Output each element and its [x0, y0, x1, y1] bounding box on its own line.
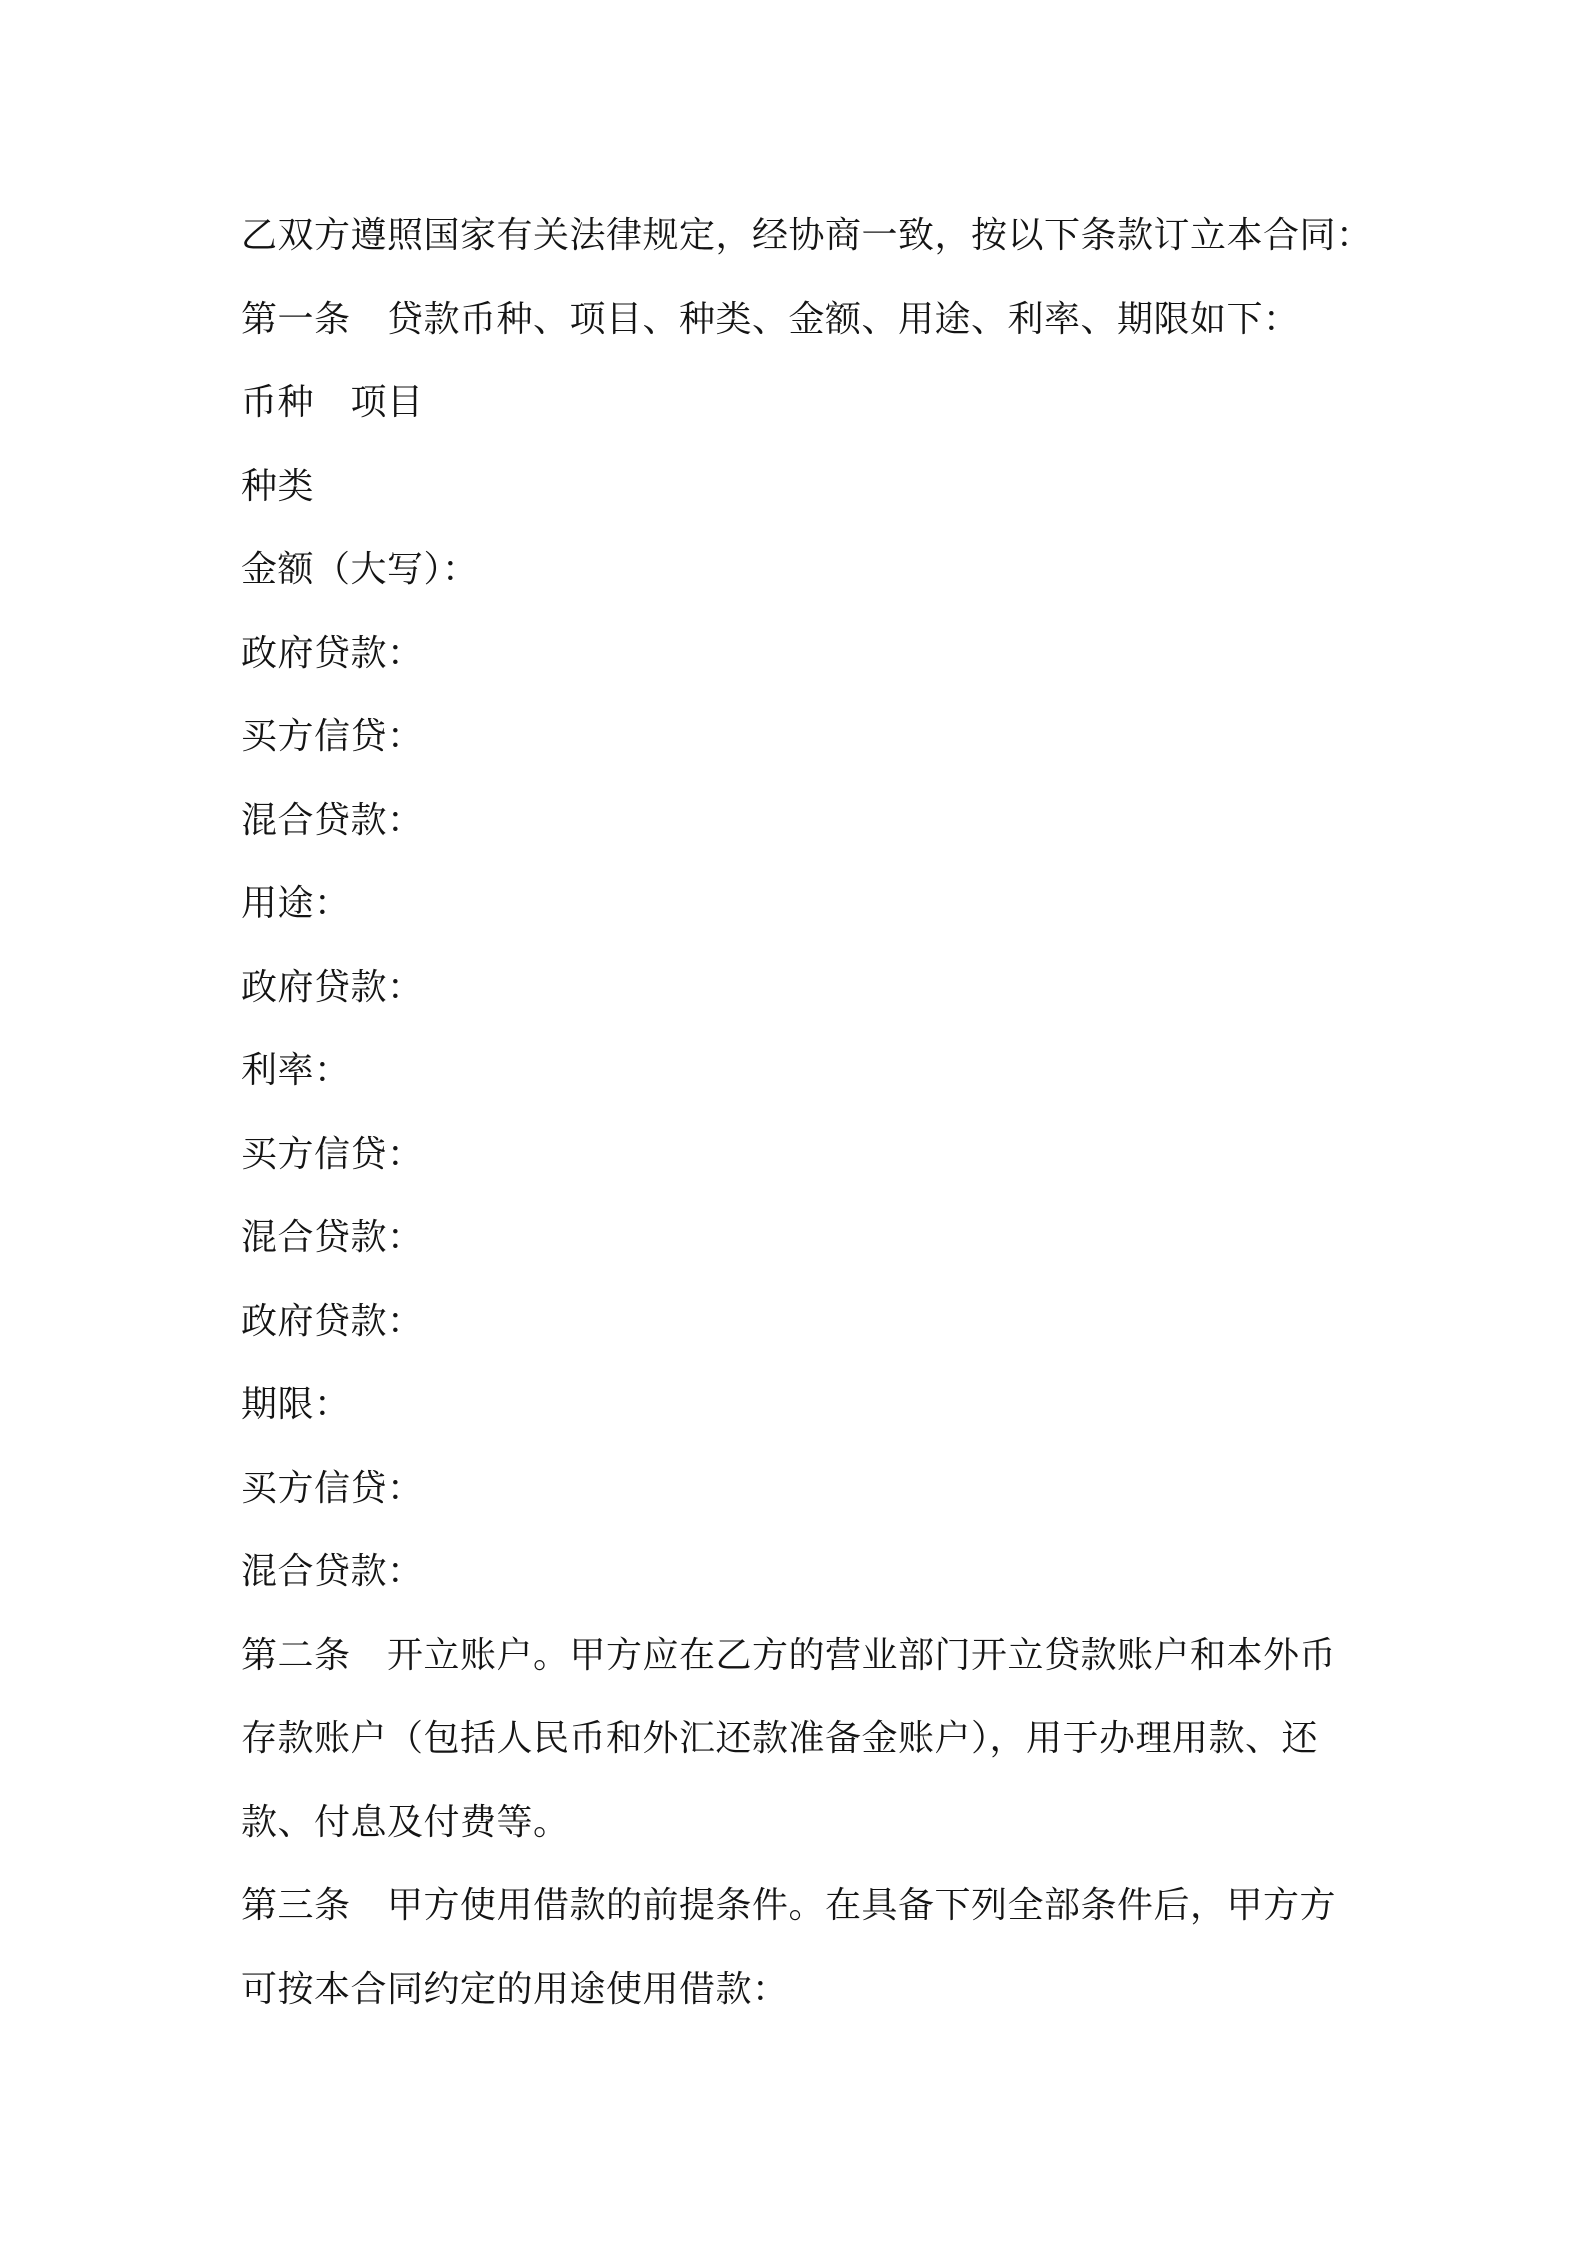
field-purpose: 用途：	[241, 883, 351, 924]
rate-government-loan: 政府贷款：	[241, 1300, 424, 1342]
field-interest-rate: 利率：	[241, 1050, 351, 1091]
term-buyer-credit: 买方信贷：	[241, 1467, 424, 1509]
rate-mixed-loan: 混合贷款：	[241, 1217, 424, 1258]
field-type: 种类	[241, 465, 315, 507]
term-mixed-loan: 混合贷款：	[241, 1551, 424, 1592]
purpose-government-loan: 政府贷款：	[241, 966, 424, 1008]
article-1-heading: 第一条 贷款币种、项目、种类、金额、用途、利率、期限如下：	[241, 298, 1300, 340]
contract-body	[241, 194, 1373, 2031]
article-2-line-2: 存款账户（包括人民币和外汇还款准备金账户），用于办理用款、还	[241, 1718, 1319, 1759]
field-amount: 金额（大写）：	[241, 549, 479, 590]
article-2-line-3: 款、付息及付费等。	[241, 1801, 570, 1843]
article-2-line-1: 第二条 开立账户。甲方应在乙方的营业部门开立贷款账户和本外币	[241, 1634, 1337, 1676]
amount-buyer-credit: 买方信贷：	[241, 716, 424, 757]
amount-mixed-loan: 混合贷款：	[241, 799, 424, 841]
article-3-line-1: 第三条 甲方使用借款的前提条件。在具备下列全部条件后，甲方方	[241, 1885, 1337, 1926]
field-term: 期限：	[241, 1384, 351, 1425]
article-3-line-2: 可按本合同约定的用途使用借款：	[241, 1968, 789, 2010]
field-currency-project: 币种 项目	[241, 382, 424, 423]
amount-government-loan: 政府贷款：	[241, 632, 424, 674]
contract-intro-line: 乙双方遵照国家有关法律规定，经协商一致，按以下条款订立本合同：	[241, 215, 1373, 256]
rate-buyer-credit: 买方信贷：	[241, 1133, 424, 1175]
